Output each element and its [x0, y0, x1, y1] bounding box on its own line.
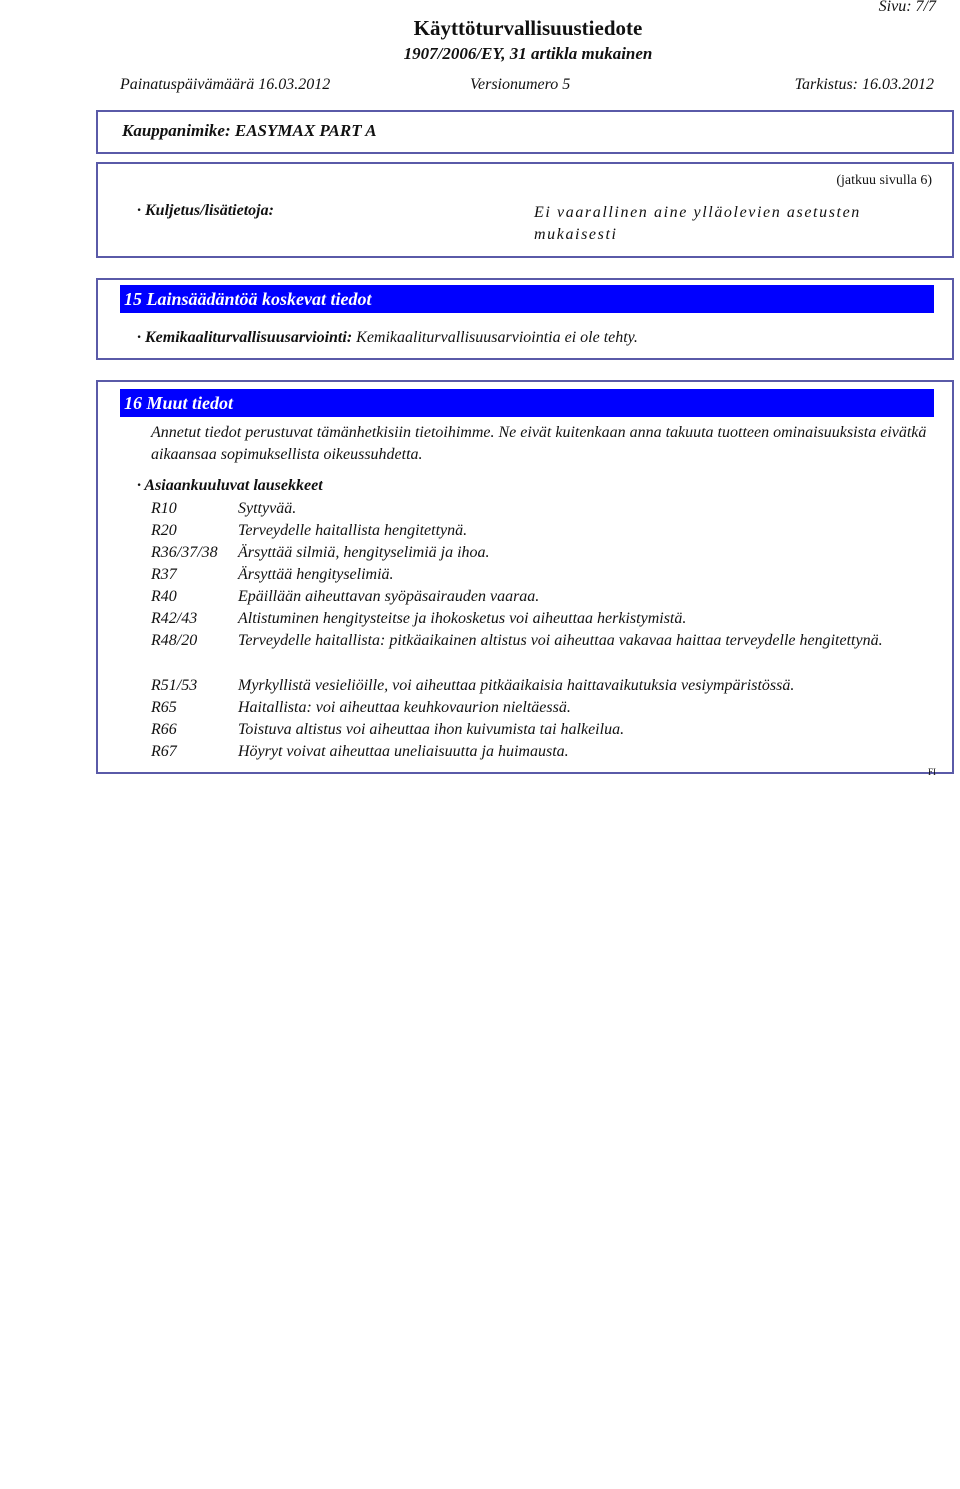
relevant-phrases-heading: · Asiaankuuluvat lausekkeet — [137, 477, 323, 494]
risk-phrase-code: R37 — [151, 566, 177, 583]
risk-phrase — [151, 498, 941, 520]
section15-heading: 15 Lainsäädäntöä koskevat tiedot — [120, 285, 934, 313]
risk-phrase-code: R65 — [151, 699, 177, 716]
risk-phrase — [151, 608, 941, 630]
risk-phrase — [151, 520, 941, 542]
risk-phrase-code: R42/43 — [151, 610, 198, 627]
print-date: Painatuspäivämäärä 16.03.2012 — [120, 76, 331, 93]
risk-phrase — [151, 630, 941, 652]
risk-phrase-code: R51/53 — [151, 677, 198, 694]
risk-phrase-text: Höyryt voivat aiheuttaa uneliaisuutta ja huimausta. — [238, 743, 569, 760]
risk-phrase-code: R40 — [151, 588, 177, 605]
risk-phrase-code: R36/37/38 — [151, 544, 218, 561]
chemical-safety-assessment-value: Kemikaaliturvallisuusarviointia ei ole tehty. — [356, 329, 638, 346]
revision-date: Tarkistus: 16.03.2012 — [794, 76, 934, 93]
risk-phrase-text: Ärsyttää hengityselimiä. — [238, 566, 394, 583]
continued-note: (jatkuu sivulla 6) — [836, 173, 932, 188]
risk-phrase-code: R48/20 — [151, 632, 198, 649]
risk-phrase-text: Haitallista: voi aiheuttaa keuhkovaurion nieltäessä. — [238, 699, 571, 716]
risk-phrase-text: Epäillään aiheuttavan syöpäsairauden vaaraa. — [238, 588, 540, 605]
risk-phrase-text: Syttyvää. — [238, 500, 297, 517]
risk-phrase-text: Altistuminen hengitysteitse ja ihokosketus voi aiheuttaa herkistymistä. — [238, 610, 687, 627]
risk-phrase-text: Ärsyttää silmiä, hengityselimiä ja ihoa. — [238, 544, 490, 561]
chemical-safety-assessment-label: · Kemikaaliturvallisuusarviointi: — [137, 329, 353, 346]
risk-phrase — [151, 741, 941, 763]
transport-value: Ei vaarallinen aine ylläolevien asetusten mukaisesti — [534, 204, 861, 243]
risk-phrase-code: R10 — [151, 500, 177, 517]
risk-phrase — [151, 719, 941, 741]
risk-phrase-text: Terveydelle haitallista hengitettynä. — [238, 522, 468, 539]
risk-phrase-code: R66 — [151, 721, 177, 738]
risk-phrase-text: Toistuva altistus voi aiheuttaa ihon kuivumista tai halkeilua. — [238, 721, 625, 738]
risk-phrase-text: Myrkyllistä vesieliöille, voi aiheuttaa pitkäaikaisia haittavaikutuksia vesiympäristössä. — [238, 677, 795, 694]
trade-name: Kauppanimike: EASYMAX PART A — [122, 121, 377, 140]
language-code: FI — [928, 767, 937, 777]
transport-label: · Kuljetus/lisätietoja: — [137, 202, 274, 219]
risk-phrase — [151, 697, 941, 719]
version-number: Versionumero 5 — [470, 76, 571, 93]
risk-phrase — [151, 564, 941, 586]
document-subtitle: 1907/2006/EY, 31 artikla mukainen — [403, 44, 653, 63]
risk-phrase — [151, 675, 941, 697]
disclaimer-text: Annetut tiedot perustuvat tämänhetkisiin tietoihimme. Ne eivät kuitenkaan anna takuuta tuotteen ominaisuuksista eivätkä aikaansaa sopimuksellista oikeussuhdetta. — [151, 424, 927, 463]
risk-phrase-text: Terveydelle haitallista: pitkäaikainen altistus voi aiheuttaa vakavaa haittaa terveydelle hengitettynä. — [238, 632, 883, 649]
risk-phrase-code: R20 — [151, 522, 177, 539]
section16-heading: 16 Muut tiedot — [120, 389, 934, 417]
document-title: Käyttöturvallisuustiedote — [413, 16, 643, 40]
risk-phrase — [151, 542, 941, 564]
page-number: Sivu: 7/7 — [878, 0, 936, 15]
risk-phrase — [151, 586, 941, 608]
chemical-safety-assessment — [137, 329, 638, 347]
risk-phrase-code: R67 — [151, 743, 177, 760]
